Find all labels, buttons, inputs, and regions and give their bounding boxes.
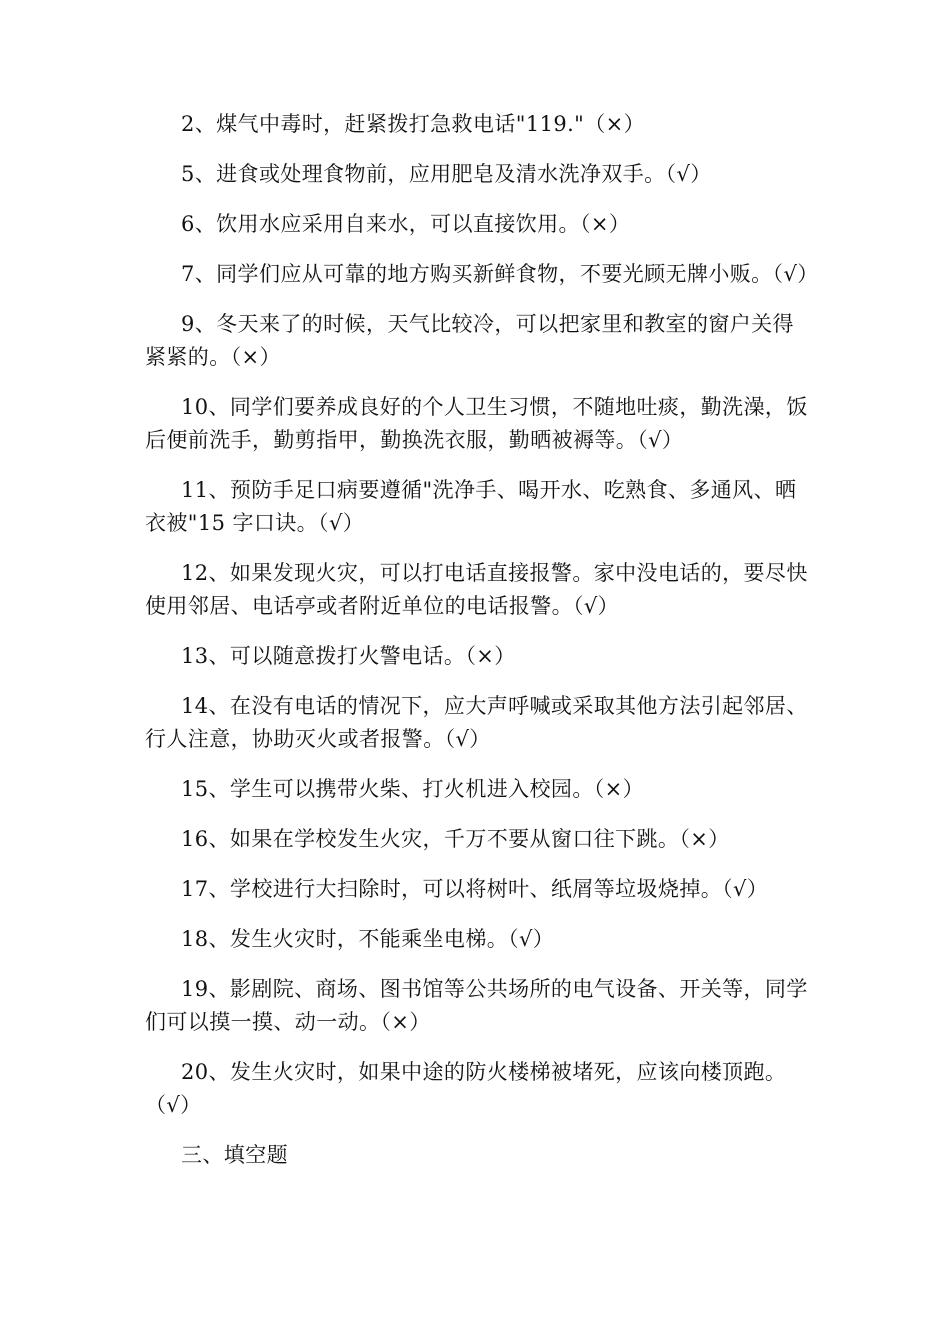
question-item-19: 19、影剧院、商场、图书馆等公共场所的电气设备、开关等，同学们可以摸一摸、动一动。（×） (145, 977, 808, 1034)
question-item-14: 14、在没有电话的情况下，应大声呼喊或采取其他方法引起邻居、行人注意，协助灭火或者报警。（√） (145, 694, 808, 751)
question-item-7: 7、同学们应从可靠的地方购买新鲜食物，不要光顾无牌小贩。（√） (181, 262, 819, 286)
question-item-13: 13、可以随意拨打火警电话。（×） (181, 644, 516, 668)
question-item-2: 2、煤气中毒时，赶紧拨打急救电话"119."（×） (181, 112, 646, 136)
question-item-5: 5、进食或处理食物前，应用肥皂及清水洗净双手。（√） (181, 162, 712, 186)
question-item-20: 20、发生火灾时，如果中途的防火楼梯被堵死，应该向楼顶跑。（√） (145, 1060, 787, 1117)
question-item-17: 17、学校进行大扫除时，可以将树叶、纸屑等垃圾烧掉。（√） (181, 877, 769, 901)
question-item-9: 9、冬天来了的时候，天气比较冷，可以把家里和教室的窗户关得紧紧的。（×） (145, 312, 794, 369)
question-item-12: 12、如果发现火灾，可以打电话直接报警。家中没电话的，要尽快使用邻居、电话亭或者附近单位的电话报警。（√） (145, 561, 808, 618)
question-item-11: 11、预防手足口病要遵循"洗净手、喝开水、吃熟食、多通风、晒衣被"15 字口诀。（√） (145, 478, 797, 535)
question-item-16: 16、如果在学校发生火灾，千万不要从窗口往下跳。（×） (181, 827, 730, 851)
question-item-18: 18、发生火灾时，不能乘坐电梯。（√） (181, 927, 555, 951)
document-content (145, 108, 819, 1193)
question-item-10: 10、同学们要养成良好的个人卫生习惯，不随地吐痰，勤洗澡，饭后便前洗手，勤剪指甲，勤换洗衣服，勤晒被褥等。（√） (145, 395, 808, 452)
question-item-6: 6、饮用水应采用自来水，可以直接饮用。（×） (181, 212, 631, 236)
question-item-15: 15、学生可以携带火柴、打火机进入校园。（×） (181, 777, 645, 801)
section-heading: 三、填空题 (181, 1143, 288, 1167)
